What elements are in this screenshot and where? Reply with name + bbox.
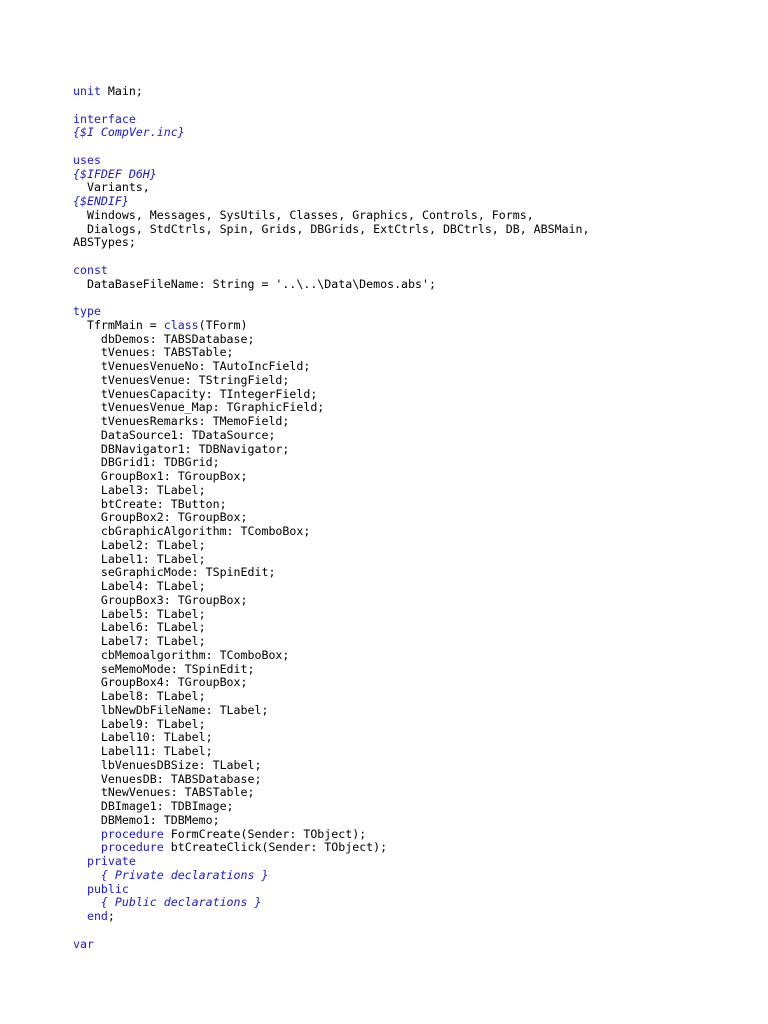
code-text: btCreate: TButton; <box>73 496 227 511</box>
code-text: Label2: TLabel; <box>73 537 206 552</box>
code-line <box>73 910 590 924</box>
code-line <box>73 374 590 388</box>
code-line <box>73 608 590 622</box>
code-line <box>73 498 590 512</box>
code-line <box>73 278 590 292</box>
code-text <box>73 882 87 896</box>
code-keyword: procedure <box>100 826 164 841</box>
code-text: DataBaseFileName: String = '..\..\Data\Demos.abs'; <box>73 276 436 291</box>
code-keyword: procedure <box>100 840 164 855</box>
code-text: GroupBox1: TGroupBox; <box>73 469 248 483</box>
code-text: Label6: TLabel; <box>73 620 206 635</box>
code-text: tVenues: TABSTable; <box>73 345 234 360</box>
code-line <box>73 154 590 168</box>
code-line <box>73 883 590 897</box>
code-text: cbMemoalgorithm: TComboBox; <box>73 647 290 662</box>
code-line <box>73 140 590 154</box>
code-line <box>73 924 590 938</box>
code-line <box>73 360 590 374</box>
code-text: dbDemos: TABSDatabase; <box>73 331 255 346</box>
code-comment: {$IFDEF D6H} <box>73 166 157 181</box>
code-text: tVenuesRemarks: TMemoField; <box>73 414 290 428</box>
code-text: ; <box>107 909 115 923</box>
code-line <box>73 264 590 278</box>
code-text: tVenuesVenue: TStringField; <box>73 372 290 387</box>
code-text: DBGrid1: TDBGrid; <box>73 455 220 470</box>
code-text: Dialogs, StdCtrls, Spin, Grids, DBGrids, ExtCtrls, DBCtrls, DB, ABSMain, <box>73 221 590 236</box>
code-text: GroupBox4: TGroupBox; <box>73 675 248 690</box>
code-line <box>73 470 590 484</box>
code-comment: { Public declarations } <box>100 895 262 910</box>
code-line <box>73 841 590 855</box>
code-text <box>73 827 101 841</box>
code-text <box>73 840 101 854</box>
code-text: FormCreate(Sender: TObject); <box>163 826 367 841</box>
code-text <box>73 895 101 909</box>
code-line <box>73 690 590 704</box>
code-comment: { Private declarations } <box>100 867 269 882</box>
code-line <box>73 209 590 223</box>
code-text: DBImage1: TDBImage; <box>73 799 234 813</box>
code-text: tVenuesVenueNo: TAutoIncField; <box>73 359 311 373</box>
code-text: DBMemo1: TDBMemo; <box>73 812 220 827</box>
code-keyword: public <box>86 881 129 896</box>
code-line <box>73 759 590 773</box>
code-line <box>73 745 590 759</box>
code-keyword: const <box>73 262 108 277</box>
code-line <box>73 443 590 457</box>
code-line <box>73 663 590 677</box>
code-line <box>73 305 590 319</box>
code-text <box>73 854 87 868</box>
code-text: Label5: TLabel; <box>73 606 206 621</box>
code-text: btCreateClick(Sender: TObject); <box>163 840 388 855</box>
code-line <box>73 388 590 402</box>
code-line <box>73 566 590 580</box>
code-line <box>73 855 590 869</box>
code-line <box>73 786 590 800</box>
code-text: Variants, <box>73 180 150 195</box>
code-text: lbNewDbFileName: TLabel; <box>73 702 269 717</box>
code-line <box>73 85 590 99</box>
code-line <box>73 718 590 732</box>
code-line <box>73 319 590 333</box>
code-line <box>73 594 590 608</box>
code-line <box>73 539 590 553</box>
code-text: TfrmMain = <box>73 317 164 332</box>
code-line <box>73 525 590 539</box>
code-text: Label4: TLabel; <box>73 579 206 593</box>
code-keyword: type <box>73 304 101 318</box>
code-text: cbGraphicAlgorithm: TComboBox; <box>73 524 311 538</box>
code-line <box>73 773 590 787</box>
code-line <box>73 938 590 952</box>
code-line <box>73 236 590 250</box>
code-line <box>73 553 590 567</box>
code-line <box>73 195 590 209</box>
code-text: (TForm) <box>198 317 248 332</box>
code-text: tVenuesCapacity: TIntegerField; <box>73 386 318 401</box>
code-keyword: uses <box>73 152 101 167</box>
code-line <box>73 181 590 195</box>
code-line <box>73 621 590 635</box>
code-keyword: var <box>73 936 94 951</box>
code-comment: {$I CompVer.inc} <box>73 125 185 140</box>
code-keyword: private <box>86 854 136 868</box>
code-line <box>73 800 590 814</box>
code-line <box>73 99 590 113</box>
code-text: Label7: TLabel; <box>73 634 206 648</box>
code-line <box>73 635 590 649</box>
code-line <box>73 896 590 910</box>
code-line <box>73 223 590 237</box>
code-keyword: interface <box>73 111 136 126</box>
code-line <box>73 429 590 443</box>
code-line <box>73 333 590 347</box>
code-line <box>73 291 590 305</box>
code-text: Label11: TLabel; <box>73 744 213 758</box>
code-line <box>73 113 590 127</box>
code-line <box>73 346 590 360</box>
code-line <box>73 731 590 745</box>
code-line <box>73 484 590 498</box>
code-text: seGraphicMode: TSpinEdit; <box>73 565 276 580</box>
code-keyword: unit <box>73 84 101 98</box>
code-text: Label3: TLabel; <box>73 482 206 497</box>
code-text: Windows, Messages, SysUtils, Classes, Graphics, Controls, Forms, <box>73 207 534 222</box>
code-keyword: end <box>86 909 108 923</box>
source-code-listing <box>73 85 590 951</box>
code-line <box>73 168 590 182</box>
code-text: VenuesDB: TABSDatabase; <box>73 771 262 786</box>
code-line <box>73 704 590 718</box>
code-text: Label9: TLabel; <box>73 716 206 731</box>
code-text: DBNavigator1: TDBNavigator; <box>73 441 290 456</box>
code-text: Label8: TLabel; <box>73 689 206 703</box>
code-line <box>73 401 590 415</box>
code-comment: {$ENDIF} <box>73 194 129 208</box>
code-line <box>73 415 590 429</box>
code-line <box>73 511 590 525</box>
code-text: tVenuesVenue_Map: TGraphicField; <box>73 400 325 415</box>
code-text <box>73 909 87 923</box>
code-text: DataSource1: TDataSource; <box>73 427 276 442</box>
code-text: Label10: TLabel; <box>73 730 213 745</box>
code-text: Label1: TLabel; <box>73 551 206 566</box>
code-text: ABSTypes; <box>73 235 136 250</box>
code-line <box>73 250 590 264</box>
code-text <box>73 868 101 882</box>
code-line <box>73 649 590 663</box>
code-line <box>73 828 590 842</box>
code-text: Main; <box>100 84 143 98</box>
code-line <box>73 126 590 140</box>
code-text: GroupBox2: TGroupBox; <box>73 510 248 525</box>
code-text: lbVenuesDBSize: TLabel; <box>73 757 262 772</box>
code-line <box>73 814 590 828</box>
code-keyword: class <box>163 317 199 332</box>
code-text: seMemoMode: TSpinEdit; <box>73 661 255 676</box>
code-line <box>73 869 590 883</box>
code-line <box>73 456 590 470</box>
code-text: GroupBox3: TGroupBox; <box>73 592 248 607</box>
code-text: tNewVenues: TABSTable; <box>73 785 255 800</box>
code-line <box>73 580 590 594</box>
code-line <box>73 676 590 690</box>
